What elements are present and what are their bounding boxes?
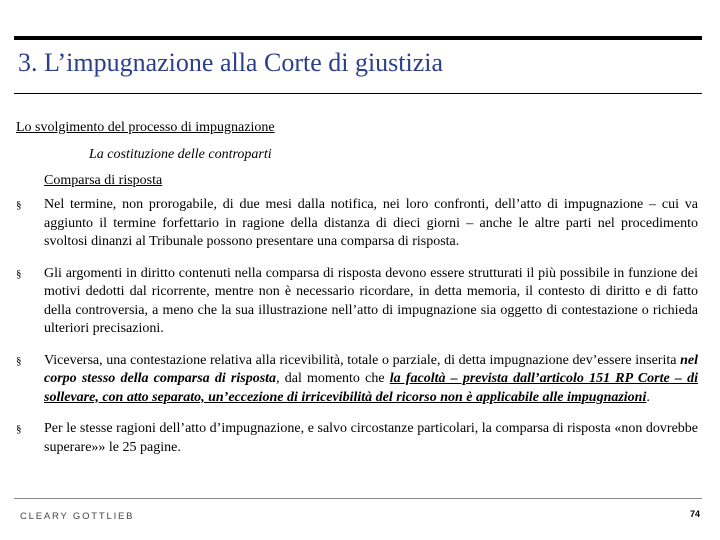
bullet-marker: § bbox=[16, 199, 22, 211]
bullet-item bbox=[16, 420, 698, 457]
subsubsection-heading: Comparsa di risposta bbox=[44, 173, 163, 188]
bullet-item bbox=[16, 196, 698, 252]
title-rule bbox=[14, 93, 702, 94]
firm-logo: CLEARY GOTTLIEB bbox=[20, 511, 135, 522]
bullet-text-part: Viceversa, una contestazione relativa alla ricevibilità, totale o parziale, di detta impugnazione dev’essere inserita bbox=[44, 352, 681, 368]
top-rule bbox=[14, 36, 702, 40]
bullet-item bbox=[16, 352, 698, 408]
bullet-list bbox=[16, 196, 698, 470]
subsection-heading: La costituzione delle controparti bbox=[89, 147, 272, 162]
bullet-text-part: . bbox=[646, 389, 650, 405]
footer-rule bbox=[14, 498, 702, 499]
bullet-marker: § bbox=[16, 267, 22, 280]
bullet-item bbox=[16, 265, 698, 339]
bullet-text: Per le stesse ragioni dell’atto d’impugnazione, e salvo circostanze particolari, la comparsa di risposta «non dovrebbe superare»» le 25 pagine. bbox=[44, 421, 698, 455]
bullet-text-part: , dal momento che bbox=[276, 371, 390, 386]
section-heading: Lo svolgimento del processo di impugnazione bbox=[16, 120, 275, 135]
bullet-text bbox=[44, 353, 698, 405]
bullet-text: Nel termine, non prorogabile, di due mesi dalla notifica, nei loro confronti, dell’atto di impugnazione – cui va aggiunto il termine forfettario in ragione della distanza di dieci giorni – anche le altre parti nel procedimento svoltosi dinanzi al Tribunale possono presentare una comparsa di risposta. bbox=[44, 197, 698, 249]
bullet-marker: § bbox=[16, 354, 22, 367]
bullet-emphasis-underlined: la facoltà – prevista dall’articolo 151 RP Corte – di sollevare, con atto separato, un’eccezione di irricevibilità del ricorso non è applicabile alle impugnazioni bbox=[44, 371, 698, 405]
slide-title: 3. L’impugnazione alla Corte di giustizia bbox=[18, 48, 444, 77]
bullet-marker: § bbox=[16, 423, 22, 435]
page-number: 74 bbox=[689, 509, 700, 519]
bullet-emphasis: nel corpo stesso della comparsa di risposta bbox=[44, 352, 698, 386]
bullet-text: Gli argomenti in diritto contenuti nella comparsa di risposta devono essere strutturati il più possibile in funzione dei motivi dedotti dal ricorrente, mentre non è necessario ricordare, in detta memoria, il contesto di diritto e di fatto della controversia, a meno che la sua illustrazione nell’atto di impugnazione sia oggetto di contestazione o richieda ulteriori precisazioni. bbox=[44, 265, 698, 336]
